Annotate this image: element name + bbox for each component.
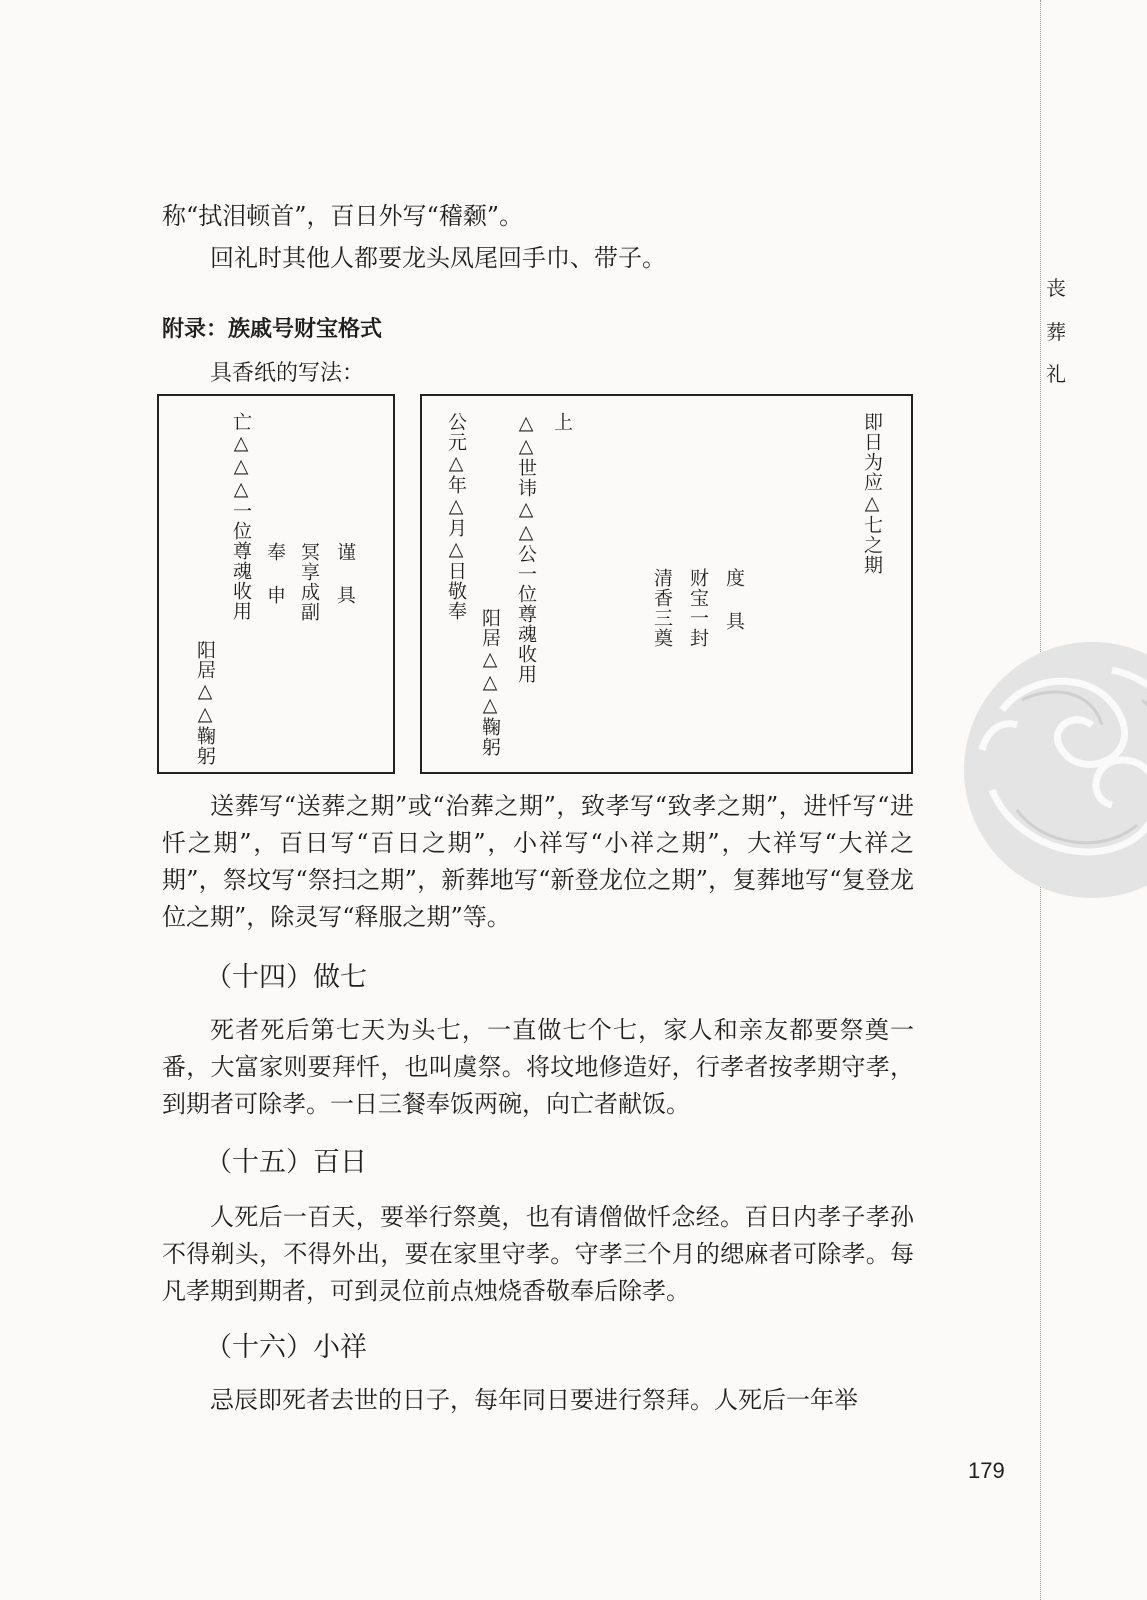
paragraph-period-names: 送葬写“送葬之期”或“治葬之期”，致孝写“致孝之期”，进忏写“进忏之期”，百日写“百日之期”，小祥写“小祥之期”，大祥写“大祥之期”，祭坟写“祭扫之期”，新葬地写“新登龙位之期”，复葬地写“复登龙位之期”，除灵写“释服之期”等。	[162, 792, 914, 931]
paragraph-return-gift: 回礼时其他人都要龙头凤尾回手巾、带子。	[210, 244, 666, 272]
left-form-box	[157, 394, 395, 774]
paragraph-xiaoxiang: 忌辰即死者去世的日子，每年同日要进行祭拜。人死后一年举	[210, 1386, 858, 1414]
heading-zuoqi: （十四）做七	[205, 962, 367, 993]
right-form-col-date-phrase: 即日为应△七之期	[861, 412, 883, 575]
heading-bairi: （十五）百日	[205, 1147, 367, 1178]
paragraph-zuoqi: 死者死后第七天为头七，一直做七个七，家人和亲友都要祭奠一番，大富家则要拜忏，也叫虞祭。将坟地修造好，行孝者按孝期守孝，到期者可除孝。一日三餐奉饭两碗，向亡者献饭。	[162, 1016, 914, 1118]
right-form-col-up: 上	[551, 412, 573, 432]
right-form-col-degree: 度 具	[723, 568, 745, 631]
paragraph-wiping-tears: 称“拭泪顿首”，百日外写“稽颡”。	[162, 202, 524, 230]
left-form-col-respectfully: 谨 具	[334, 542, 356, 605]
right-form-col-treasure: 财宝一封	[687, 568, 709, 648]
heading-xiaoxiang: （十六）小祥	[205, 1332, 367, 1363]
right-form-col-sender: 阳居△△△鞠躬	[479, 608, 501, 757]
appendix-title: 附录：族戚号财宝格式	[162, 317, 383, 342]
left-form-col-paper-money: 冥享成副	[298, 542, 320, 622]
sidebar-title-char-2: 葬	[1046, 320, 1066, 344]
left-form-col-offer: 奉 申	[264, 542, 286, 605]
sidebar-title-char-3: 礼	[1046, 362, 1066, 386]
right-form-col-ancestor: △△世讳△△公一位尊魂收用	[515, 412, 537, 684]
page-number: 179	[968, 1458, 1005, 1483]
appendix-subtitle: 具香纸的写法：	[210, 361, 365, 386]
left-form-col-recipient: 亡△△△一位尊魂收用	[230, 412, 252, 621]
right-form-box	[420, 394, 913, 774]
right-form-col-date: 公元△年△月△日敬奉	[445, 412, 467, 621]
right-form-col-incense: 清香三奠	[651, 568, 673, 648]
decorative-swirl-ornament	[962, 640, 1147, 900]
sidebar-title-char-1: 丧	[1046, 276, 1066, 300]
left-form-col-sender: 阳居△△鞠躬	[194, 640, 216, 766]
paragraph-bairi: 人死后一百天，要举行祭奠，也有请僧做忏念经。百日内孝子孝孙不得剃头，不得外出，要在家里守孝。守孝三个月的缌麻者可除孝。每凡孝期到期者，可到灵位前点烛烧香敬奉后除孝。	[162, 1203, 914, 1305]
